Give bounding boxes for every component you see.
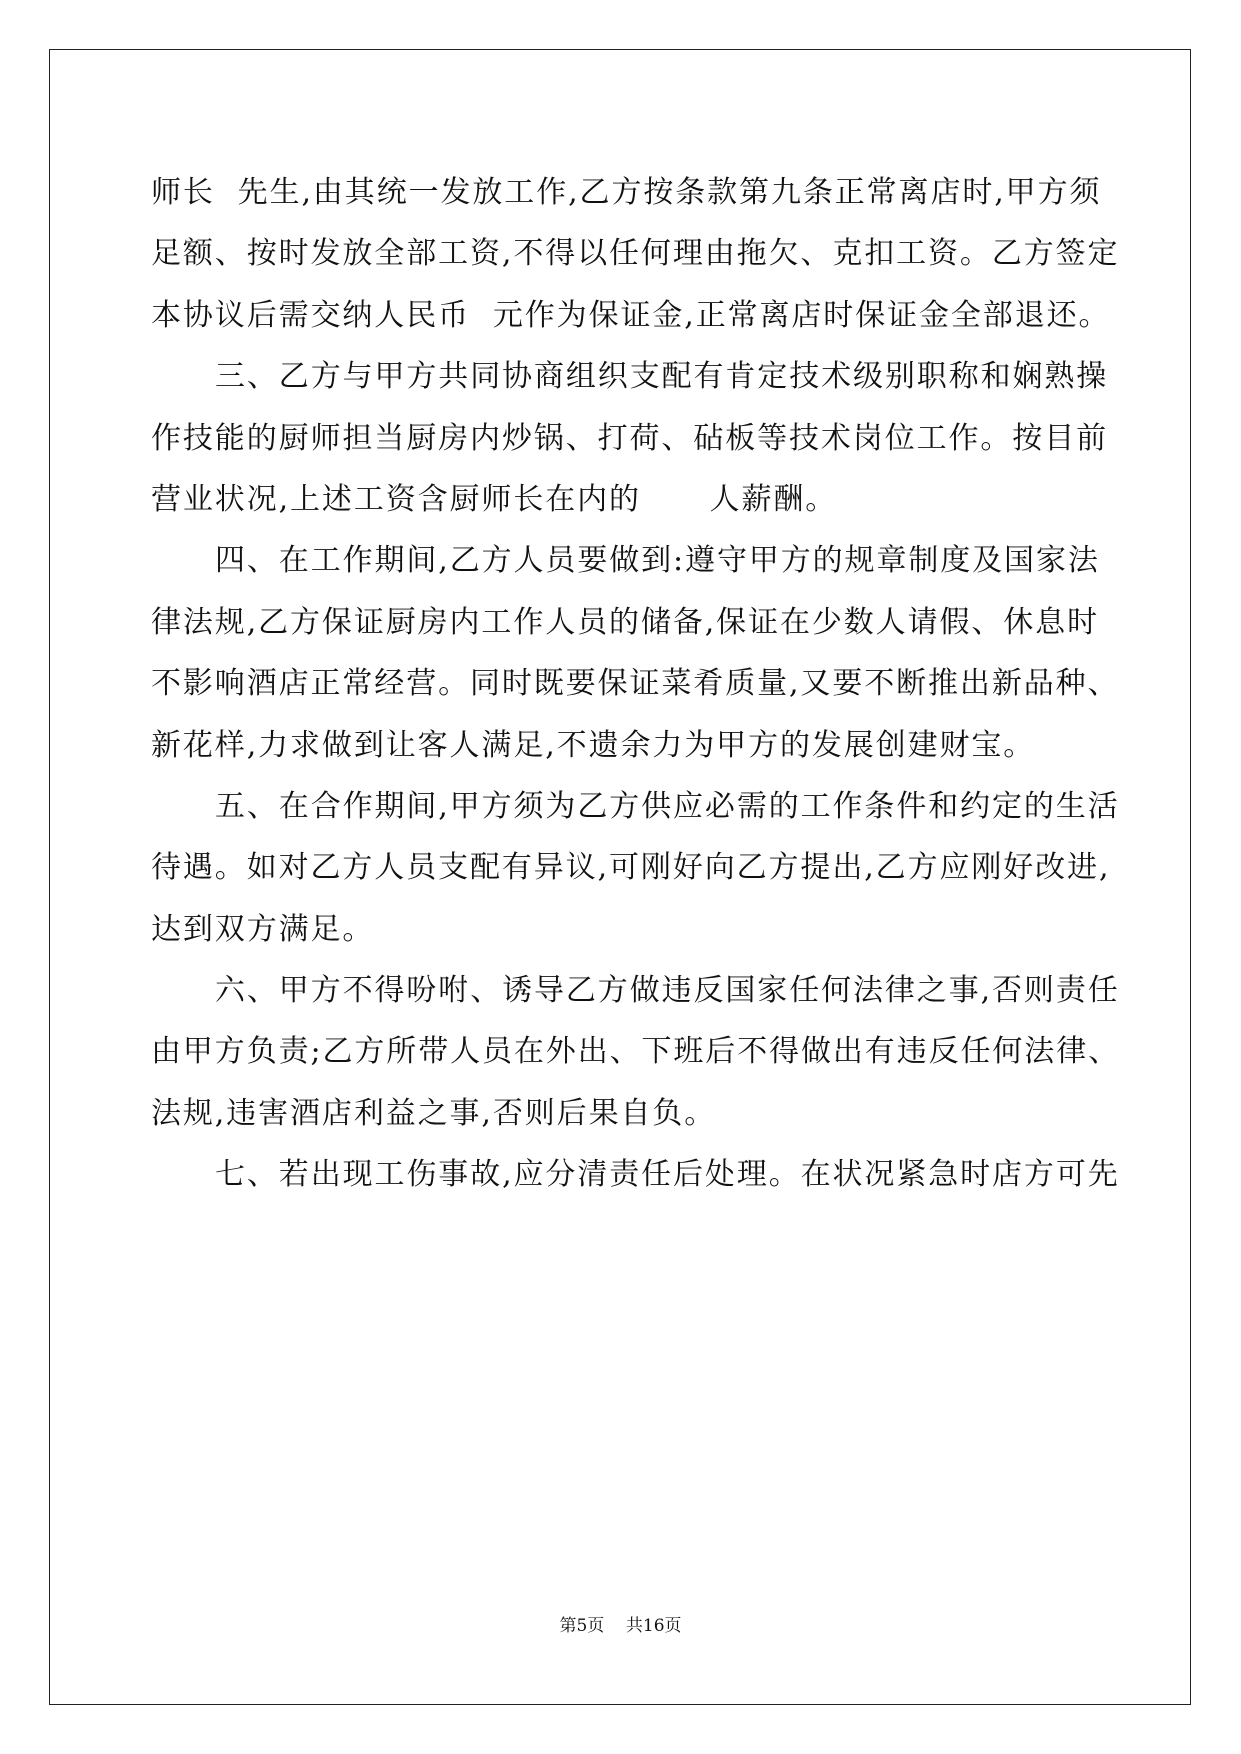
text-line: 七、若出现工伤事故,应分清责任后处理。在状况紧急时店方可先 [215,1157,1120,1193]
text-line: 法规,违害酒店利益之事,否则后果自负。 [151,1095,717,1131]
text-line: 作技能的厨师担当厨房内炒锅、打荷、砧板等技术岗位工作。按目前 [151,420,1108,456]
text-line: 达到双方满足。 [151,911,375,947]
text-line: 待遇。如对乙方人员支配有异议,可刚好向乙方提出,乙方应刚好改进, [151,850,1111,886]
text-line: 律法规,乙方保证厨房内工作人员的储备,保证在少数人请假、休息时 [151,604,1099,640]
text-line: 不影响酒店正常经营。同时既要保证菜肴质量,又要不断推出新品种、 [151,666,1120,702]
text-line: 师长 先生,由其统一发放工作,乙方按条款第九条正常离店时,甲方须 [151,175,1102,210]
document-body [151,162,1121,1206]
text-line: 六、甲方不得吩咐、诱导乙方做违反国家任何法律之事,否则责任 [215,973,1120,1009]
text-line: 三、乙方与甲方共同协商组织支配有肯定技术级别职称和娴熟操 [215,359,1109,395]
text-line: 足额、按时发放全部工资,不得以任何理由拖欠、克扣工资。乙方签定 [151,236,1120,272]
text-line: 营业状况,上述工资含厨师长在内的 人薪酬。 [151,481,838,517]
text-line: 新花样,力求做到让客人满足,不遗余力为甲方的发展创建财宝。 [151,727,1036,763]
page-number-footer: 第5页 共16页 [559,1616,682,1636]
text-line: 由甲方负责;乙方所带人员在外出、下班后不得做出有违反任何法律、 [151,1034,1121,1070]
text-line: 五、在合作期间,甲方须为乙方供应必需的工作条件和约定的生活 [215,788,1120,824]
text-line: 四、在工作期间,乙方人员要做到:遵守甲方的规章制度及国家法 [215,543,1100,579]
text-line: 本协议后需交纳人民币 元作为保证金,正常离店时保证金全部退还。 [151,297,1111,333]
